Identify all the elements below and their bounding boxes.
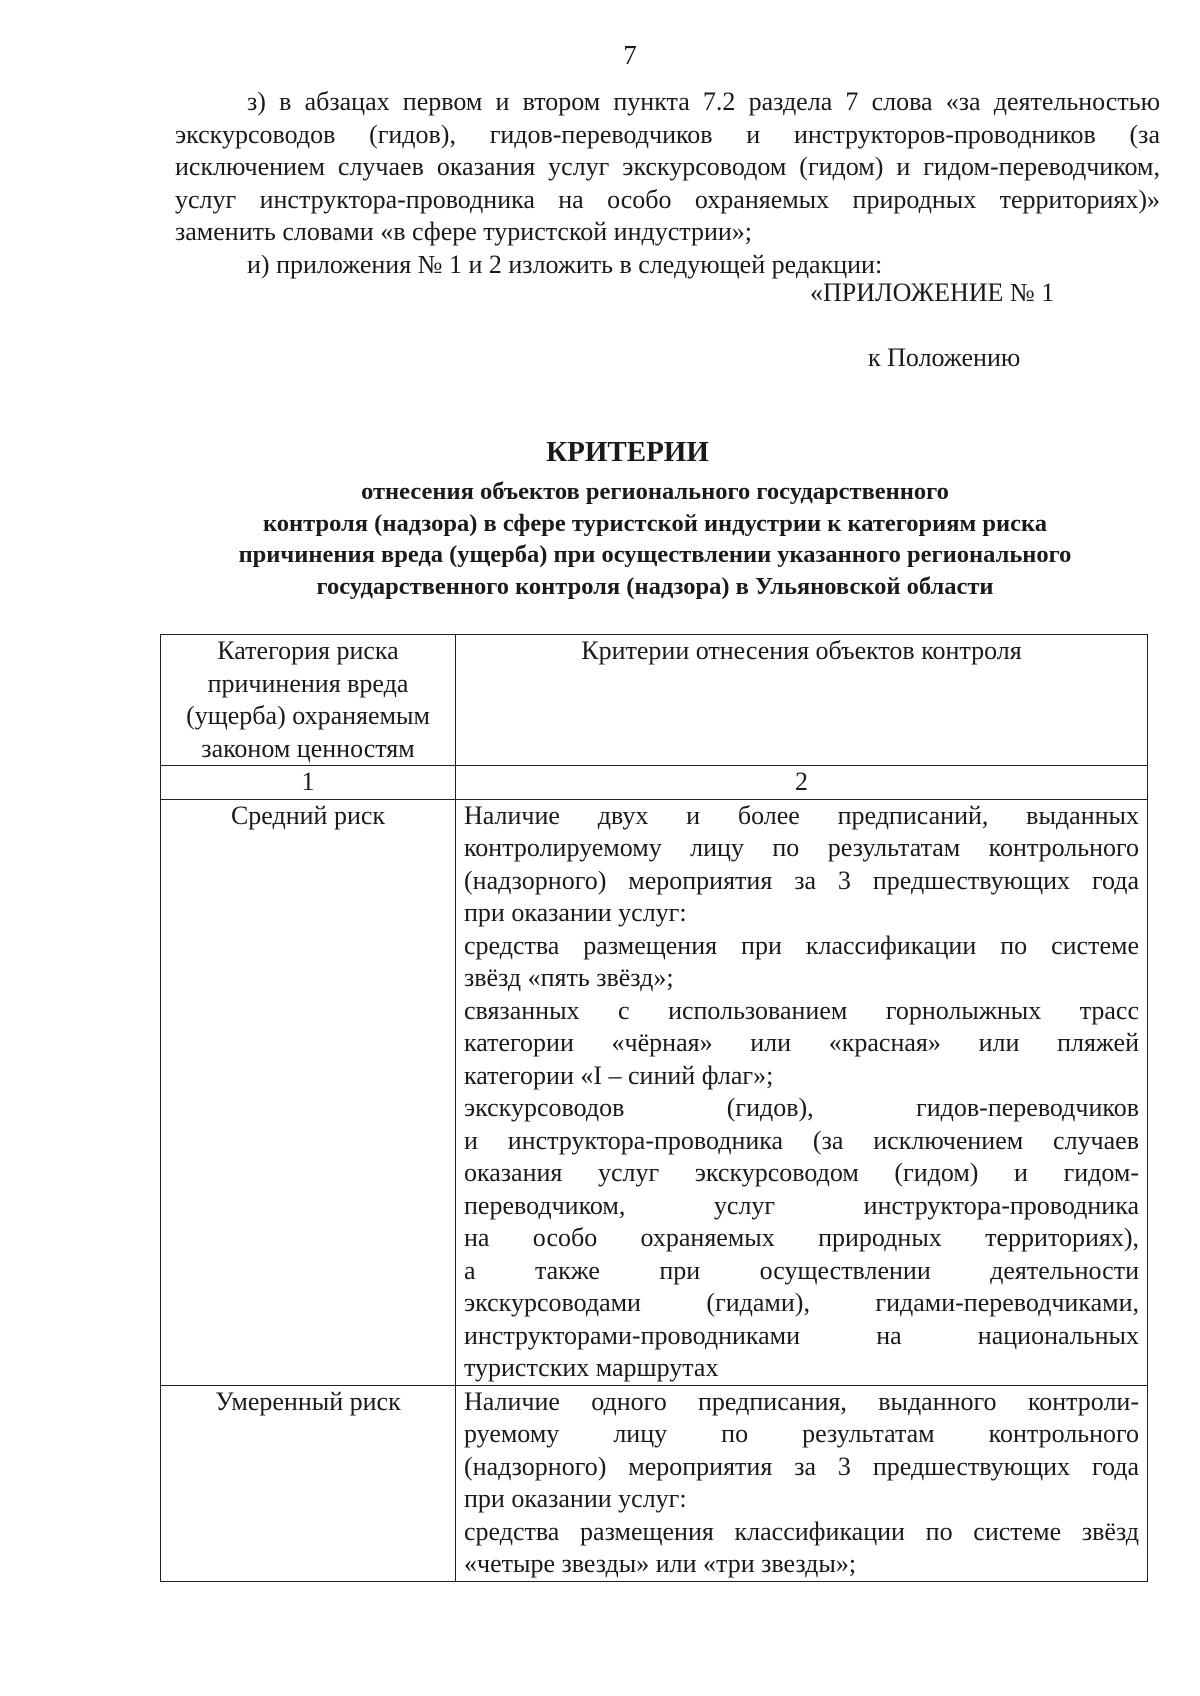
risk-category-cell: Средний риск <box>161 799 456 1385</box>
risk-category-cell: Умеренный риск <box>161 1385 456 1581</box>
column-number-2: 2 <box>456 766 1148 800</box>
criteria-line: категории «I – синий флаг»; <box>464 1060 774 1090</box>
criteria-line: категории «чёрная» или «красная» или пляжей <box>464 1028 1139 1057</box>
criteria-line: (надзорного) мероприятия за 3 предшествующих года <box>464 865 1139 895</box>
criteria-line: при оказании услуг: <box>464 1484 687 1513</box>
document-heading: КРИТЕРИИ <box>546 436 709 468</box>
criteria-cell <box>456 799 1148 1385</box>
header-criteria: Критерии отнесения объектов контроля <box>456 635 1148 766</box>
paragraph-i: и) приложения № 1 и 2 изложить в следующей редакции: <box>247 249 883 279</box>
table-number-row <box>161 766 1148 800</box>
criteria-line: связанных с использованием горнолыжных трасс <box>464 995 1139 1025</box>
criteria-line: «четыре звезды» или «три звезды»; <box>464 1549 857 1578</box>
document-subheading <box>150 476 1160 602</box>
table-header-row <box>161 635 1148 766</box>
criteria-line: туристских маршрутах <box>464 1353 719 1382</box>
criteria-line: контролируемому лицу по результатам контрольного <box>464 833 1139 862</box>
appendix-title: «ПРИЛОЖЕНИЕ № 1 <box>810 278 1055 307</box>
criteria-line: на особо охраняемых природных территориях), <box>464 1223 1139 1252</box>
criteria-line: руемому лицу по результатам контрольного <box>464 1419 1139 1448</box>
header-risk-category: Категория риска причинения вреда (ущерба) охраняемым законом ценностям <box>161 635 456 766</box>
criteria-cell <box>456 1385 1148 1581</box>
subheading-line: отнесения объектов регионального государственного <box>361 478 949 505</box>
paragraph-z: з) в абзацах первом и втором пункта 7.2 раздела 7 слова «за деятельностью экскурсоводов (гидов), гидов-переводчиков и инструкторов-проводников (за исключением случаев оказания услуг экскурсоводом (гидом) и гидом-переводчиком, услуг инструктора-проводника на особо охраняемых природных территориях)» заменить словами «в сфере туристской индустрии»; <box>175 87 1160 246</box>
criteria-line: инструкторами-проводниками на национальных <box>464 1320 1139 1350</box>
column-number-1: 1 <box>161 766 456 800</box>
criteria-line: Наличие одного предписания, выданного контроли- <box>464 1386 1139 1416</box>
appendix-subtitle: к Положению <box>868 343 1021 372</box>
criteria-line: переводчиком, услуг инструктора-проводника <box>464 1190 1139 1220</box>
criteria-line: звёзд «пять звёзд»; <box>464 963 674 992</box>
criteria-line: экскурсоводов (гидов), гидов-переводчиков <box>464 1093 1139 1122</box>
criteria-line: Наличие двух и более предписаний, выданных <box>464 800 1139 830</box>
subheading-line: причинения вреда (ущерба) при осуществлении указанного регионального <box>238 541 1072 568</box>
criteria-line: средства размещения классификации по системе звёзд <box>464 1516 1139 1546</box>
criteria-line: средства размещения при классификации по системе <box>464 930 1139 960</box>
table-row <box>161 1385 1148 1581</box>
subheading-line: государственного контроля (надзора) в Ульяновской области <box>316 572 994 600</box>
criteria-line: оказания услуг экскурсоводом (гидом) и гидом- <box>464 1158 1139 1187</box>
criteria-line: и инструктора-проводника (за исключением случаев <box>464 1125 1139 1155</box>
criteria-line: экскурсоводами (гидами), гидами-переводчиками, <box>464 1288 1139 1317</box>
criteria-line: при оказании услуг: <box>464 898 687 927</box>
page-number: 7 <box>623 40 637 70</box>
subheading-line: контроля (надзора) в сфере туристской индустрии к категориям риска <box>263 509 1047 537</box>
criteria-line: а также при осуществлении деятельности <box>464 1255 1139 1285</box>
criteria-table <box>160 634 1148 1582</box>
criteria-line: (надзорного) мероприятия за 3 предшествующих года <box>464 1451 1139 1481</box>
intro-text <box>175 86 1160 281</box>
table-row <box>161 799 1148 1385</box>
